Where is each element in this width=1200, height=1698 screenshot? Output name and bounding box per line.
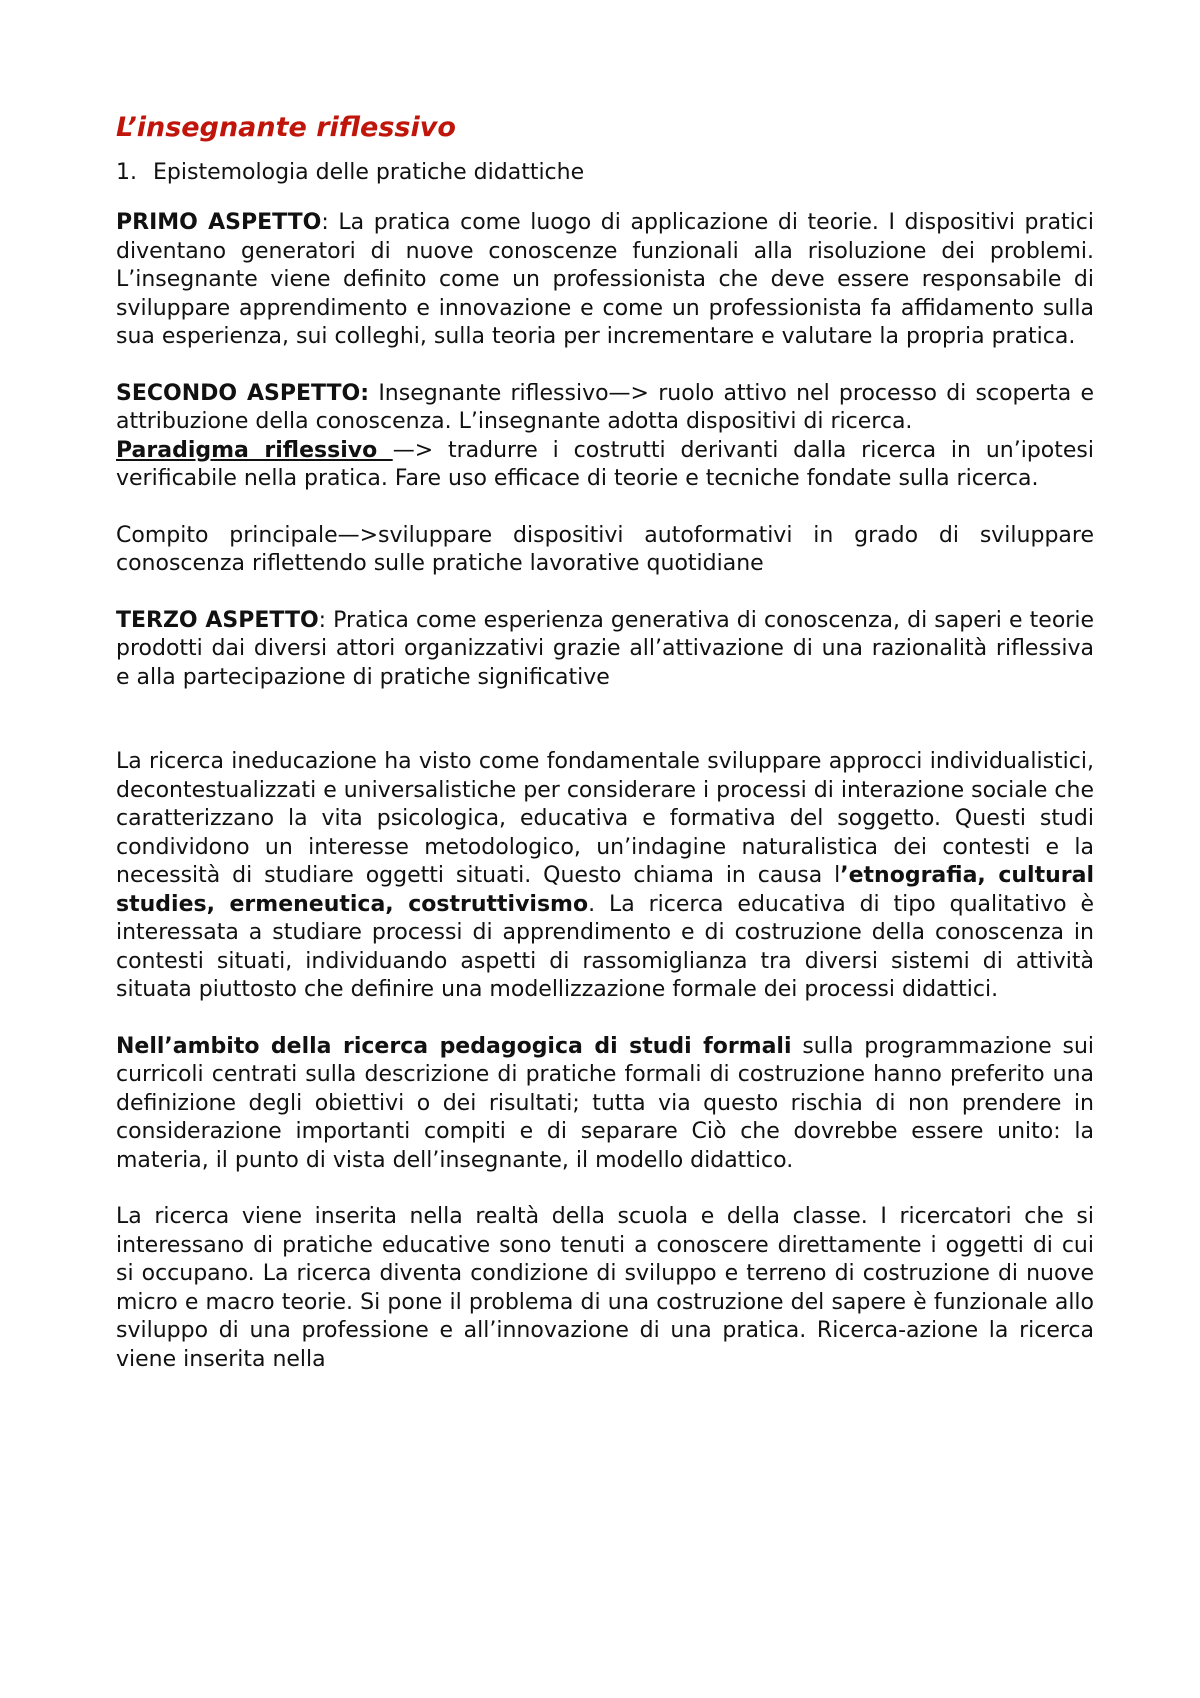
paragraph-paradigma-riflessivo (116, 437, 1094, 494)
section-number: 1. (116, 160, 137, 186)
paragraph-lead-bold: TERZO ASPETTO (116, 607, 319, 633)
section-heading (116, 159, 1094, 187)
paragraph-inline-bold: ’etnografia, cultural studies, ermeneutica, costruttivismo (116, 863, 1094, 917)
paragraph-compito-principale (116, 522, 1094, 579)
paragraph-text: Insegnante riflessivo—> ruolo attivo nel processo di scoperta e attribuzione della conoscenza. L’insegnante adotta dispositivi di ricerca. (116, 380, 1094, 435)
paragraph-text: : Pratica come esperienza generativa di conoscenza, di saperi e teorie prodotti dai diversi attori organizzativi grazie all’attivazione di una razionalità riflessiva e alla partecipazione di pratiche significative (116, 607, 1094, 690)
paragraph-ricerca-educazione (116, 748, 1094, 1005)
paragraph-ricerca-scuola (116, 1203, 1094, 1374)
document-title: L’insegnante riflessivo (116, 112, 456, 143)
paragraph-ambito-ricerca (116, 1033, 1094, 1176)
paragraph-lead-bold: Nell’ambito della ricerca pedagogica di studi formali (116, 1033, 792, 1059)
paragraph-lead-bold: SECONDO ASPETTO: (116, 380, 370, 406)
paragraph-text: La ricerca ineducazione ha visto come fondamentale sviluppare approcci individualistici, decontestualizzati e universalistiche per considerare i processi di interazione sociale che caratterizzano la vita psicologica, educativa e formativa del soggetto. Questi studi condividono un interesse metodologico, un’indagine naturalistica dei contesti e la necessità di studiare oggetti situati. Questo chiama in causa l (116, 749, 1094, 889)
paragraph-text: —> tradurre i costrutti derivanti dalla ricerca in un’ipotesi verificabile nella pratica. Fare uso efficace di teorie e tecniche fondate sulla ricerca. (116, 437, 1094, 492)
paragraph-text: sulla programmazione sui curricoli centrati sulla descrizione di pratiche formali di costruzione hanno preferito una definizione degli obiettivi o dei risultati; tutta via questo rischia di non prendere in considerazione importanti compiti e di separare Ciò che dovrebbe essere unito: la materia, il punto di vista dell’insegnante, il modello didattico. (116, 1033, 1094, 1173)
paragraph-text: . La ricerca educativa di tipo qualitativo è interessata a studiare processi di apprendimento e di costruzione della conoscenza in contesti situati, individuando aspetti di rassomiglianza tra diversi sistemi di attività situata piuttosto che definire una modellizzazione formale dei processi didattici. (116, 891, 1094, 1003)
paragraph-primo-aspetto (116, 209, 1094, 352)
section-heading-text: Epistemologia delle pratiche didattiche (153, 160, 585, 186)
paragraph-lead-bold: PRIMO ASPETTO (116, 210, 322, 236)
paragraph-text: Compito principale—>sviluppare dispositivi autoformativi in grado di sviluppare conoscenza riflettendo sulle pratiche lavorative quotidiane (116, 522, 1094, 577)
paragraph-text: La ricerca viene inserita nella realtà della scuola e della classe. I ricercatori che si interessano di pratiche educative sono tenuti a conoscere direttamente i oggetti di cui si occupano. La ricerca diventa condizione di sviluppo e terreno di costruzione di nuove micro e macro teorie. Si pone il problema di una costruzione del sapere è funzionale allo sviluppo di una professione e all’innovazione di una pratica. Ricerca-azione la ricerca viene inserita nella (116, 1204, 1094, 1372)
paragraph-terzo-aspetto (116, 607, 1094, 693)
paragraph-secondo-aspetto (116, 380, 1094, 437)
paragraph-lead-bold-underlined: Paradigma riflessivo (116, 437, 393, 463)
paragraph-text: : La pratica come luogo di applicazione di teorie. I dispositivi pratici diventano generatori di nuove conoscenze funzionali alla risoluzione dei problemi. L’insegnante viene definito come un professionista che deve essere responsabile di sviluppare apprendimento e innovazione e come un professionista fa affidamento sulla sua esperienza, sui colleghi, sulla teoria per incrementare e valutare la propria pratica. (116, 210, 1094, 350)
